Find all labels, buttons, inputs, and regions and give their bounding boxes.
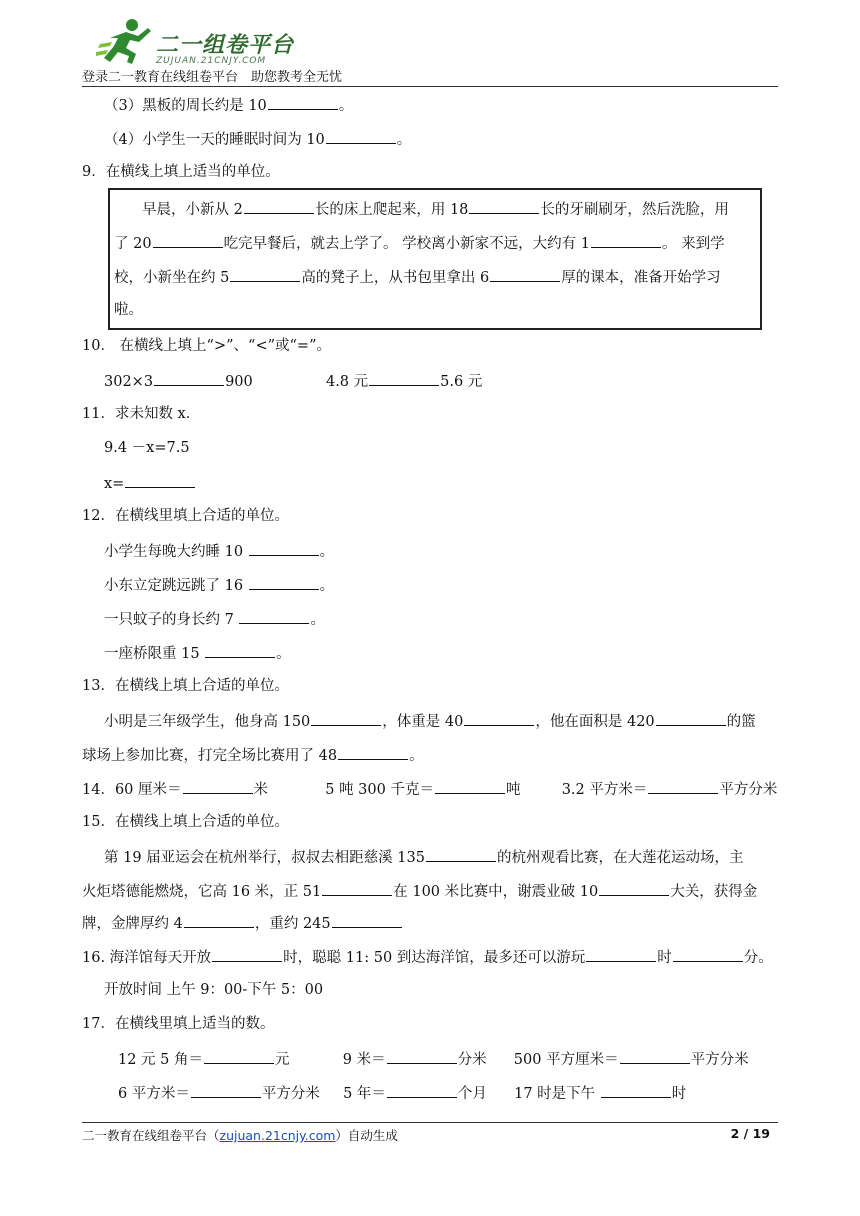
question-13-line-2 xyxy=(82,744,424,766)
question-text: 第 19 届亚运会在杭州举行，叔叔去相距慈溪 135 xyxy=(104,850,425,866)
question-text: 米 xyxy=(253,782,269,798)
question-17-row-1 xyxy=(118,1048,749,1070)
answer-blank[interactable] xyxy=(183,778,253,794)
answer-blank[interactable] xyxy=(204,1048,274,1064)
runner-icon xyxy=(96,16,154,68)
question-text: 牌，金牌厚约 4 xyxy=(82,916,183,932)
passage-text: 高的凳子上，从书包里拿出 6 xyxy=(301,270,490,286)
answer-blank[interactable] xyxy=(599,880,669,896)
answer-blank[interactable] xyxy=(239,608,309,624)
question-text: 的篮 xyxy=(726,714,756,730)
answer-blank[interactable] xyxy=(153,232,223,248)
answer-blank[interactable] xyxy=(268,94,338,110)
question-text: 一只蚊子的身长约 7 xyxy=(104,612,239,628)
question-text: 平方分米 xyxy=(690,1052,749,1068)
question-text: 分。 xyxy=(743,950,773,966)
answer-blank[interactable] xyxy=(490,266,560,282)
logo-subtext: ZUJUAN.21CNJY.COM xyxy=(156,56,267,66)
question-10-comparisons xyxy=(104,370,482,392)
passage-text: 校，小新坐在约 5 xyxy=(114,270,230,286)
question-12-title: 12．在横线里填上合适的单位。 xyxy=(82,508,289,524)
question-text: ，他在面积是 420 xyxy=(535,714,655,730)
answer-blank[interactable] xyxy=(387,1082,457,1098)
question-text: 14．60 厘米＝ xyxy=(82,782,182,798)
question-15-line-2 xyxy=(82,880,757,902)
question-16 xyxy=(82,946,773,968)
answer-blank[interactable] xyxy=(332,912,402,928)
answer-blank[interactable] xyxy=(249,540,319,556)
answer-blank[interactable] xyxy=(620,1048,690,1064)
answer-blank[interactable] xyxy=(125,472,195,488)
answer-blank[interactable] xyxy=(230,266,300,282)
question-15-title: 15．在横线上填上合适的单位。 xyxy=(82,814,289,830)
answer-blank[interactable] xyxy=(184,912,254,928)
answer-blank[interactable] xyxy=(387,1048,457,1064)
question-text: 。 xyxy=(319,578,335,594)
question-text: 分米 xyxy=(457,1052,487,1068)
question-10-title: 10． 在横线上填上“>”、“<”或“=”。 xyxy=(82,338,331,354)
question-12-item-b xyxy=(104,574,334,596)
question-13-line-1 xyxy=(104,710,756,732)
answer-blank[interactable] xyxy=(673,946,743,962)
question-text: 16. 海洋馆每天开放 xyxy=(82,950,212,966)
answer-blank[interactable] xyxy=(326,128,396,144)
question-text: 5 年＝ xyxy=(343,1086,386,1102)
passage-text: 了 20 xyxy=(114,236,152,252)
question-text: ，体重是 40 xyxy=(382,714,464,730)
question-text: 。 xyxy=(310,612,325,628)
answer-blank[interactable] xyxy=(212,946,282,962)
passage-text: 长的牙刷刷牙，然后洗脸，用 xyxy=(540,202,729,218)
answer-blank[interactable] xyxy=(464,710,534,726)
question-text: 个月 xyxy=(457,1086,487,1102)
question-text: 12 元 5 角＝ xyxy=(118,1052,204,1068)
logo-text: 二一组卷平台 xyxy=(156,33,295,58)
question-text: x= xyxy=(104,476,125,492)
answer-blank[interactable] xyxy=(601,1082,671,1098)
question-9-title: 9．在横线上填上适当的单位。 xyxy=(82,164,280,180)
answer-blank[interactable] xyxy=(591,232,661,248)
question-text: 一座桥限重 15 xyxy=(104,646,205,662)
question-text: 小学生每晚大约睡 10 xyxy=(104,544,248,560)
question-text: 4.8 元 xyxy=(325,374,369,390)
footer-text: ）自动生成 xyxy=(335,1128,398,1143)
answer-blank[interactable] xyxy=(322,880,392,896)
question-text: 9 米＝ xyxy=(342,1052,386,1068)
question-14 xyxy=(82,778,777,800)
question-text: （4）小学生一天的睡眠时间为 10 xyxy=(104,132,325,148)
question-12-item-d xyxy=(104,642,291,664)
question-text: 。 xyxy=(396,132,412,148)
passage-text: 厚的课本，准备开始学习 xyxy=(561,270,721,286)
answer-blank[interactable] xyxy=(648,778,718,794)
question-15-line-1 xyxy=(104,846,743,868)
question-text: 500 平方厘米＝ xyxy=(513,1052,619,1068)
question-12-item-a xyxy=(104,540,334,562)
question-11-answer xyxy=(104,472,196,494)
answer-blank[interactable] xyxy=(249,574,319,590)
question-text: 。 xyxy=(338,98,354,114)
question-text: 5 吨 300 千克＝ xyxy=(325,782,434,798)
question-text: 。 xyxy=(319,544,335,560)
question-text: 火炬塔德能燃烧，它高 16 米，正 51 xyxy=(82,884,322,900)
answer-blank[interactable] xyxy=(205,642,275,658)
page-number: 2 / 19 xyxy=(730,1126,770,1141)
answer-blank[interactable] xyxy=(191,1082,261,1098)
answer-blank[interactable] xyxy=(338,744,408,760)
question-11-equation: 9.4 －x=7.5 xyxy=(104,440,190,456)
question-text: 900 xyxy=(225,374,253,390)
answer-blank[interactable] xyxy=(435,778,505,794)
answer-blank[interactable] xyxy=(311,710,381,726)
question-text: 吨 xyxy=(505,782,521,798)
question-text: 17 时是下午 xyxy=(514,1086,600,1102)
footer-link[interactable]: zujuan.21cnjy.com xyxy=(219,1128,336,1143)
question-text: 平方分米 xyxy=(719,782,778,798)
question-text: 时，聪聪 11: 50 到达海洋馆，最多还可以游玩 xyxy=(283,950,586,966)
passage-line-3 xyxy=(114,266,721,288)
answer-blank[interactable] xyxy=(369,370,439,386)
question-text: 5.6 元 xyxy=(440,374,483,390)
question-text: ，重约 245 xyxy=(254,916,331,932)
question-text: 球场上参加比赛，打完全场比赛用了 48 xyxy=(82,748,338,764)
question-text: 时 xyxy=(657,950,672,966)
question-12-item-c xyxy=(104,608,325,630)
question-17-title: 17．在横线里填上适当的数。 xyxy=(82,1016,275,1032)
question-text: 大关，获得金 xyxy=(670,884,758,900)
footer-text: 二一教育在线组卷平台（ xyxy=(82,1128,220,1143)
answer-blank[interactable] xyxy=(244,198,314,214)
question-text: 。 xyxy=(276,646,291,662)
header-tagline: 登录二一教育在线组卷平台 助您教考全无忧 xyxy=(82,70,343,85)
answer-blank[interactable] xyxy=(586,946,656,962)
question-text: 元 xyxy=(275,1052,290,1068)
passage-text: 早晨，小新从 2 xyxy=(142,202,243,218)
answer-blank[interactable] xyxy=(426,846,496,862)
question-text: 的杭州观看比赛，在大莲花运动场，主 xyxy=(496,850,744,866)
platform-logo[interactable] xyxy=(96,16,356,68)
passage-line-4: 啦。 xyxy=(114,302,143,318)
answer-blank[interactable] xyxy=(656,710,726,726)
question-text: 302×3 xyxy=(104,374,154,390)
answer-blank[interactable] xyxy=(469,198,539,214)
question-8-item-4 xyxy=(104,128,411,150)
passage-text: 。 来到学 xyxy=(662,236,725,252)
question-15-line-3 xyxy=(82,912,403,934)
passage-text: 吃完早餐后，就去上学了。 学校离小新家不远，大约有 1 xyxy=(223,236,591,252)
footer-divider xyxy=(82,1122,778,1123)
footer-source xyxy=(82,1126,398,1144)
question-8-item-3 xyxy=(104,94,353,116)
question-text: 小明是三年级学生，他身高 150 xyxy=(104,714,311,730)
page-header xyxy=(82,14,778,86)
answer-blank[interactable] xyxy=(154,370,224,386)
question-text: （3）黑板的周长约是 10 xyxy=(104,98,267,114)
passage-line-2 xyxy=(114,232,725,254)
question-text: 平方分米 xyxy=(261,1086,320,1102)
passage-text: 长的床上爬起来，用 18 xyxy=(314,202,469,218)
question-9-passage-box xyxy=(108,188,762,330)
question-text: 小东立定跳远跳了 16 xyxy=(104,578,248,594)
question-text: 时 xyxy=(671,1086,687,1102)
question-text: 。 xyxy=(409,748,424,764)
question-11-title: 11．求未知数 x． xyxy=(82,406,201,422)
passage-line-1 xyxy=(142,198,729,220)
header-divider xyxy=(82,86,778,87)
question-17-row-2 xyxy=(118,1082,686,1104)
question-13-title: 13．在横线上填上合适的单位。 xyxy=(82,678,289,694)
question-text: 3.2 平方米＝ xyxy=(561,782,648,798)
question-16-opening-hours: 开放时间 上午 9：00-下午 5：00 xyxy=(104,982,324,998)
question-text: 6 平方米＝ xyxy=(118,1086,190,1102)
question-text: 在 100 米比赛中，谢震业破 10 xyxy=(393,884,599,900)
